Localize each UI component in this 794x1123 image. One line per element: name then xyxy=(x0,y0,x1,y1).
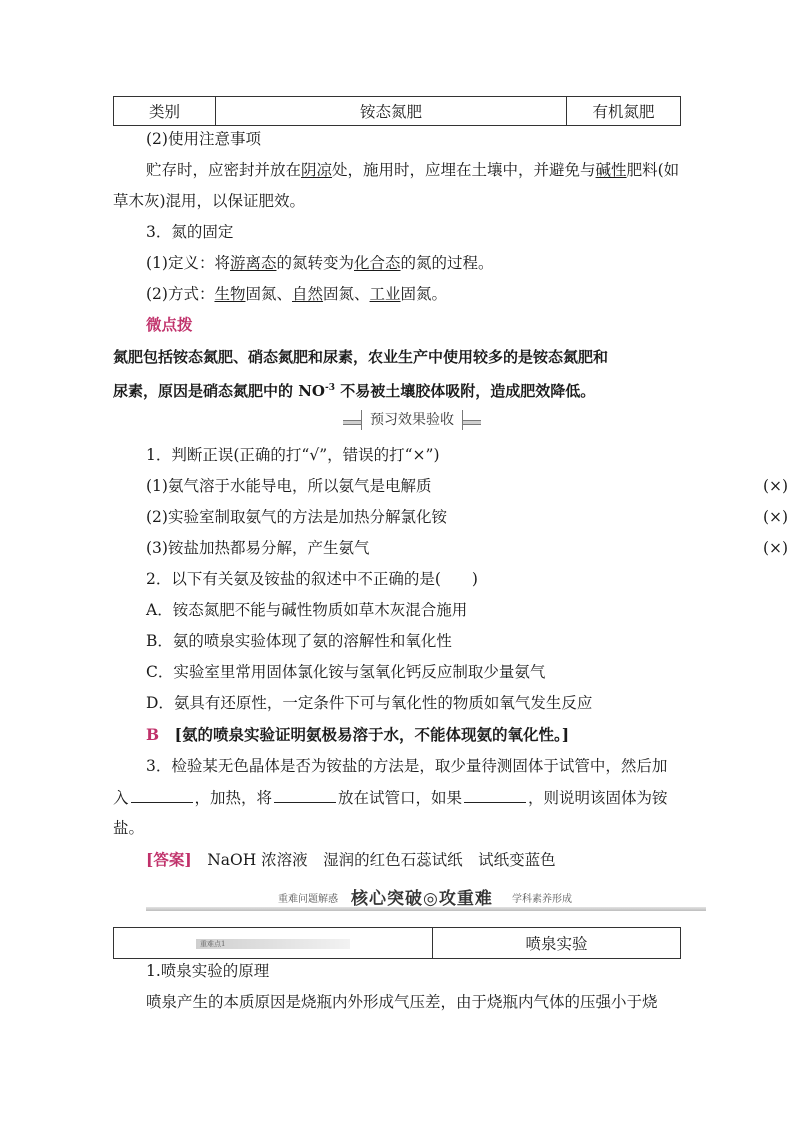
q3-blank-1 xyxy=(131,786,193,803)
q3-blank-3 xyxy=(464,786,526,803)
fountain-heading: 1.喷泉实验的原理 xyxy=(146,962,270,980)
usage-paragraph-line2: 草木灰)混用，以保证肥效。 xyxy=(113,192,306,210)
q2-option-d: D．氨具有还原性，一定条件下可与氧化性的物质如氧气发生反应 xyxy=(146,694,593,712)
fixation-definition: (1)定义：将游离态的氮转变为化合态的氮的过程。 xyxy=(146,254,494,272)
q1-item-3: (3)铵盐加热都易分解，产生氨气 (×) xyxy=(146,539,789,557)
q2-stem: 2．以下有关氨及铵盐的叙述中不正确的是( ) xyxy=(146,570,478,588)
table-cell-ammonium: 铵态氮肥 xyxy=(216,97,567,126)
tip-line2: 尿素，原因是硝态氮肥中的 $NO^{-3}$ 不易被土壤胶体吸附，造成肥效降低。 xyxy=(113,382,596,400)
q2-option-a: A．铵态氮肥不能与碱性物质如草木灰混合施用 xyxy=(146,601,468,619)
banner-center-text: 核心突破◎攻重难 xyxy=(351,889,493,909)
q3-line1: 3．检验某无色晶体是否为铵盐的方法是，取少量待测固体于试管中，然后加 xyxy=(146,757,668,775)
q3-line3: 盐。 xyxy=(113,819,145,837)
banner-title: 预习效果验收 xyxy=(361,410,463,430)
q1-item-1: (1)氨气溶于水能导电，所以氨气是电解质 (×) xyxy=(146,477,789,495)
answer-label: [答案] xyxy=(146,850,192,869)
fountain-paragraph: 喷泉产生的本质原因是烧瓶内外形成气压差，由于烧瓶内气体的压强小于烧 xyxy=(146,993,658,1011)
fixation-heading: 3．氮的固定 xyxy=(146,223,234,241)
q3-answer-text: NaOH 浓溶液 湿润的红色石蕊试纸 试纸变蓝色 xyxy=(207,851,556,869)
q2-answer-letter: B xyxy=(146,725,160,744)
tip-line1: 氮肥包括铵态氮肥、硝态氮肥和尿素，农业生产中使用较多的是铵态氮肥和 xyxy=(113,348,609,366)
q1-item-2: (2)实验室制取氨气的方法是加热分解氯化铵 (×) xyxy=(146,508,789,526)
preview-check-banner xyxy=(343,413,481,429)
q1-item-3-mark: (×) xyxy=(763,539,789,557)
tip-title: 微点拨 xyxy=(146,315,193,334)
fixation-methods: (2)方式：生物固氮、自然固氮、工业固氮。 xyxy=(146,285,448,303)
q3-blank-2 xyxy=(274,786,336,803)
banner-left-text: 重难问题解惑 xyxy=(278,894,338,905)
usage-heading: (2)使用注意事项 xyxy=(146,130,261,148)
usage-paragraph-line1: 贮存时，应密封并放在阴凉处，施用时，应埋在土壤中，并避免与碱性肥料(如 xyxy=(146,161,680,179)
q3-answer xyxy=(146,849,681,871)
q1-item-1-mark: (×) xyxy=(763,477,789,495)
q1-stem: 1．判断正误(正确的打“√”，错误的打“×”) xyxy=(146,446,440,464)
q2-answer-explanation: [氨的喷泉实验证明氨极易溶于水，不能体现氨的氧化性。] xyxy=(174,725,570,744)
key-point-tag-cell xyxy=(114,928,433,959)
q2-answer xyxy=(146,724,681,746)
q3-line2: 入 ，加热，将 放在试管口，如果 ，则说明该固体为铵 xyxy=(113,786,681,809)
key-point-table xyxy=(113,927,681,959)
q2-option-b: B．氨的喷泉实验体现了氨的溶解性和氧化性 xyxy=(146,632,452,650)
key-point-tag: 重难点1 xyxy=(196,939,350,949)
core-breakthrough-banner xyxy=(146,884,706,914)
q1-item-2-mark: (×) xyxy=(763,508,789,526)
banner-right-text: 学科素养形成 xyxy=(512,894,572,905)
fertilizer-table-header xyxy=(113,96,681,126)
table-cell-category: 类别 xyxy=(114,97,216,126)
key-point-title: 喷泉实验 xyxy=(433,928,681,959)
table-cell-organic: 有机氮肥 xyxy=(567,97,681,126)
q2-option-c: C．实验室里常用固体氯化铵与氢氧化钙反应制取少量氨气 xyxy=(146,663,546,681)
